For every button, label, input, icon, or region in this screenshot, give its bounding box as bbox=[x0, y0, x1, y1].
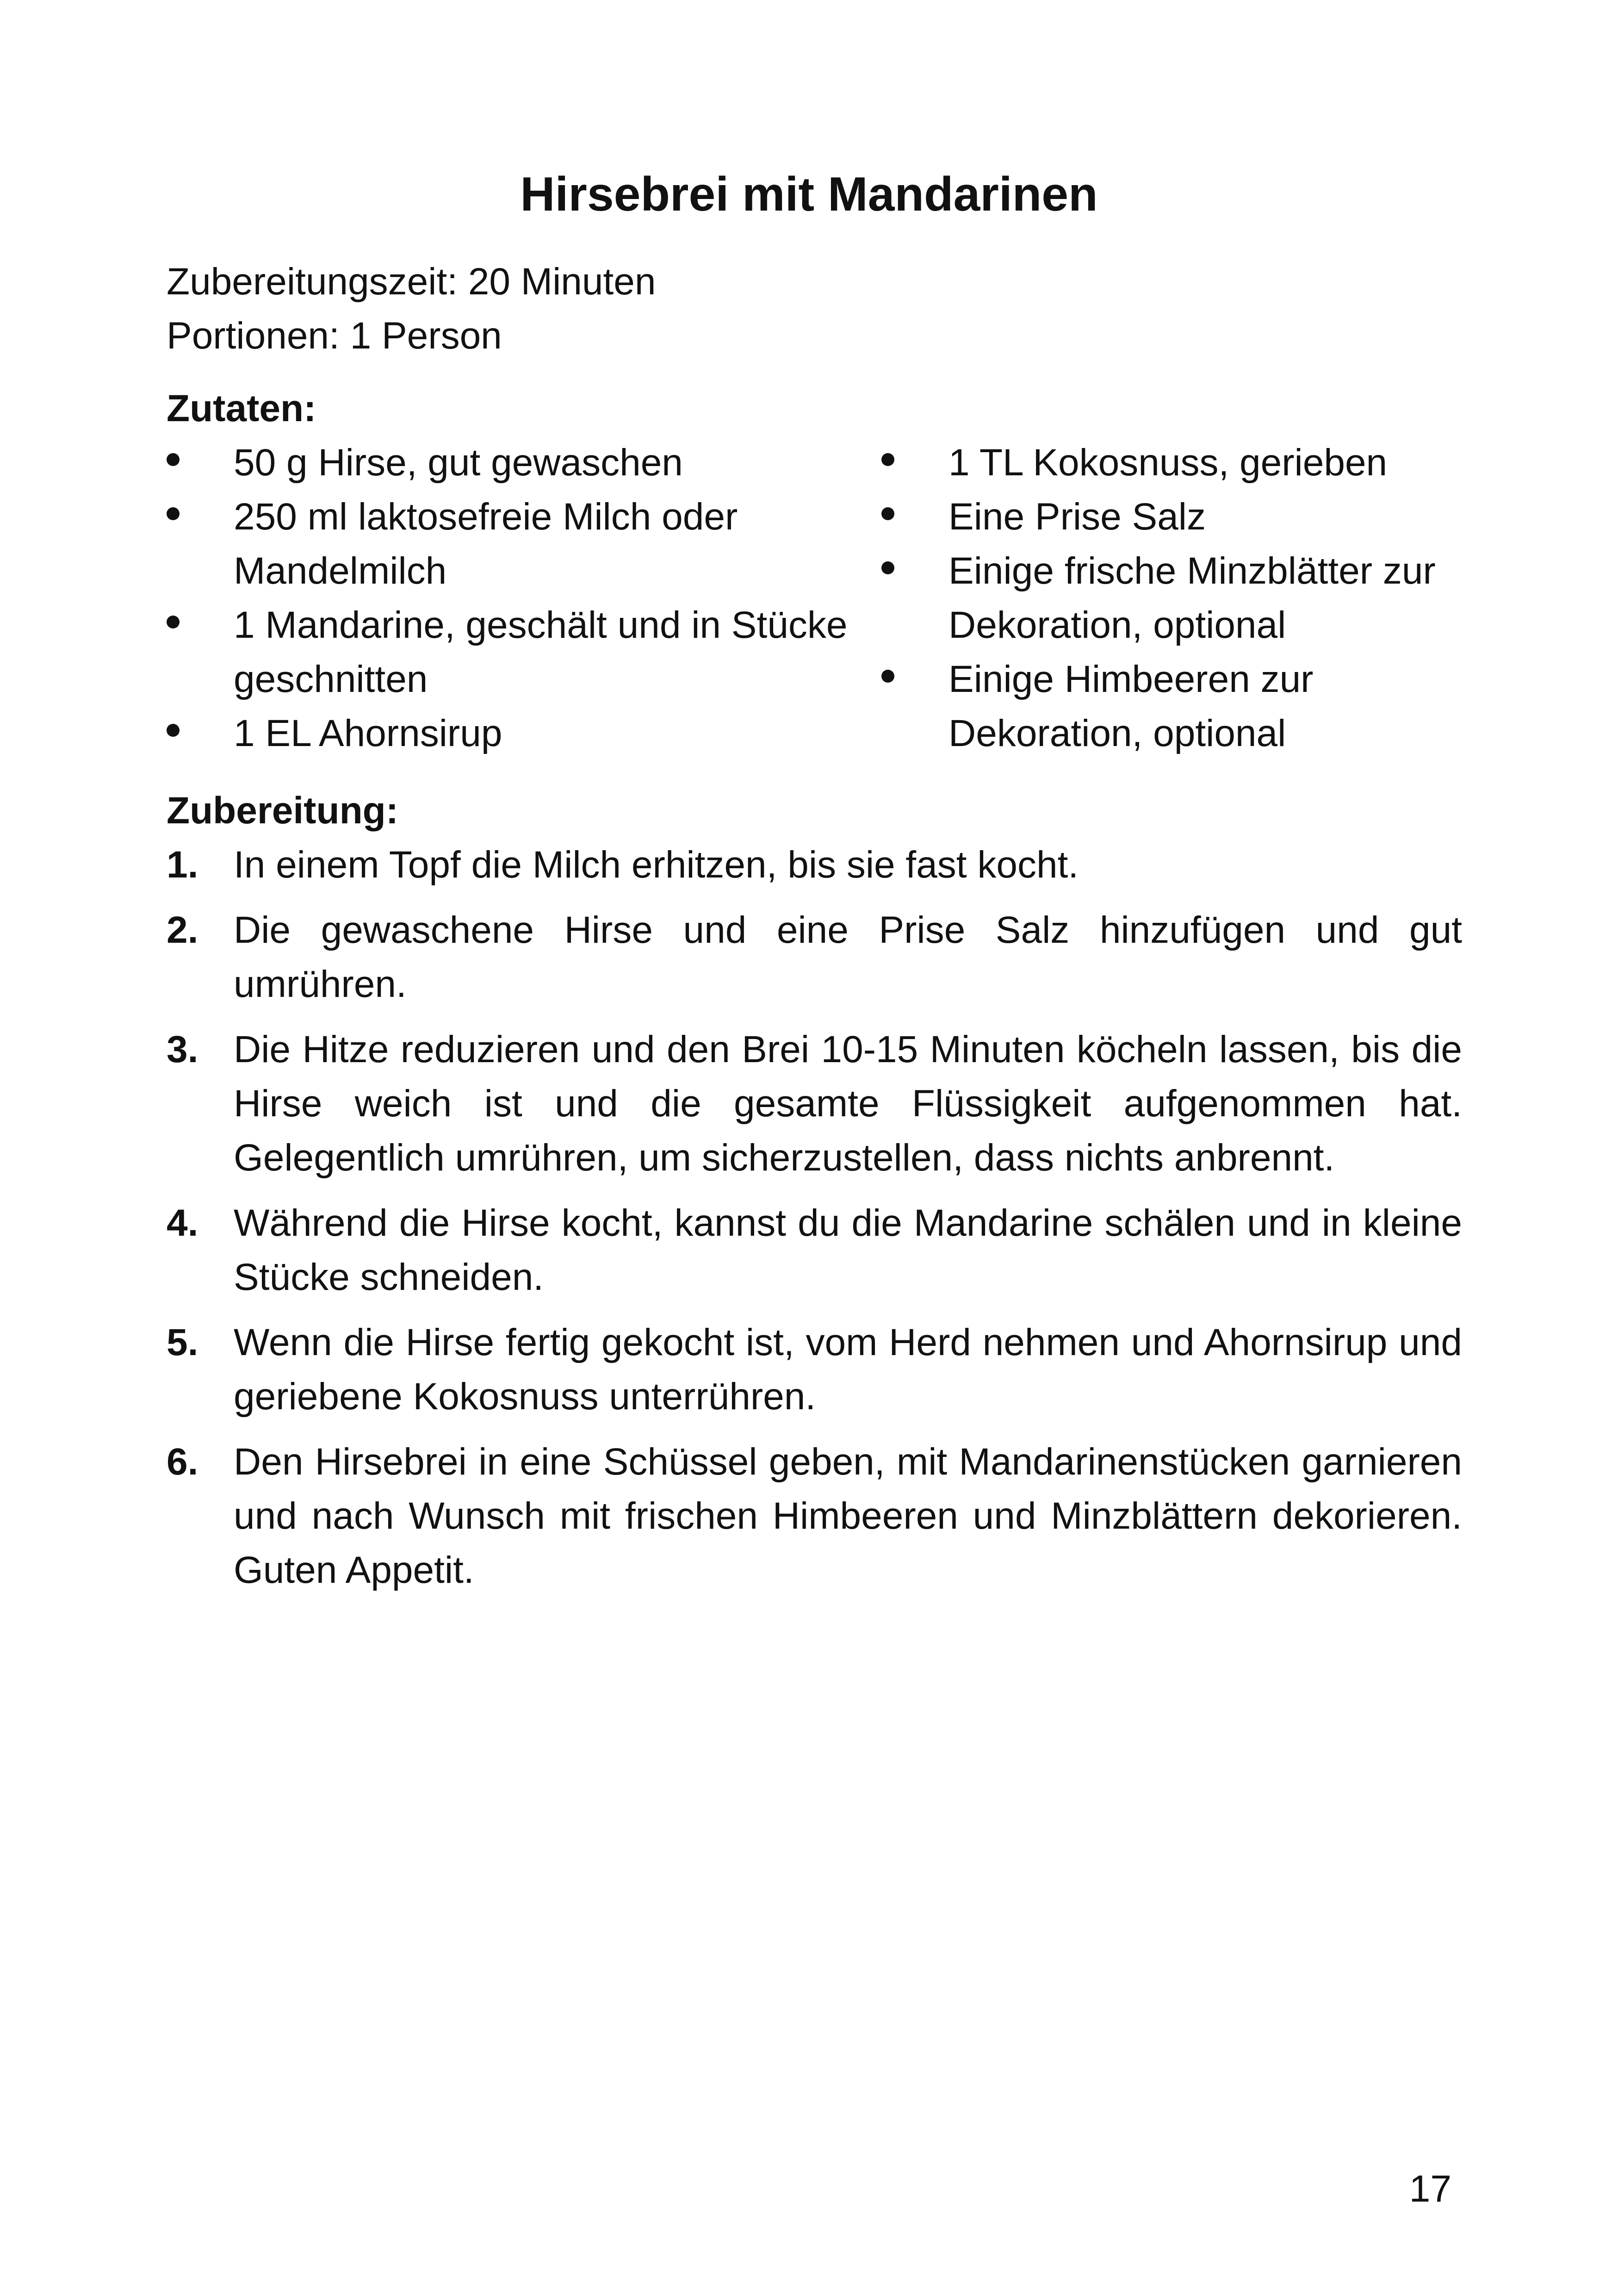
step-number: 5. bbox=[167, 1321, 198, 1363]
page-number: 17 bbox=[1409, 2168, 1451, 2210]
step-number: 3. bbox=[167, 1028, 198, 1070]
step-text: Wenn die Hirse fertig gekocht ist, vom Herd nehmen und Ahornsirup und geriebene Kokosnuss unterrühren. bbox=[234, 1321, 1462, 1418]
step-item bbox=[167, 1315, 1462, 1424]
ingredient-item bbox=[881, 490, 1462, 544]
step-item bbox=[167, 1022, 1462, 1185]
ingredient-text: Einige Himbeeren zur Dekoration, optional bbox=[948, 658, 1314, 754]
bullet-icon bbox=[881, 453, 894, 466]
bullet-icon bbox=[167, 724, 180, 737]
step-text: In einem Topf die Milch erhitzen, bis sie fast kocht. bbox=[234, 844, 1079, 886]
step-number: 4. bbox=[167, 1202, 198, 1244]
bullet-icon bbox=[167, 453, 180, 466]
ingredient-text: 1 TL Kokosnuss, gerieben bbox=[948, 442, 1388, 484]
prep-time: Zubereitungszeit: 20 Minuten bbox=[167, 261, 656, 303]
step-text: Während die Hirse kocht, kannst du die Mandarine schälen und in kleine Stücke schneiden. bbox=[234, 1202, 1462, 1298]
step-text: Die gewaschene Hirse und eine Prise Salz hinzufügen und gut umrühren. bbox=[234, 909, 1462, 1005]
portions: Portionen: 1 Person bbox=[167, 315, 502, 357]
step-text: Die Hitze reduzieren und den Brei 10-15 Minuten köcheln lassen, bis die Hirse weich ist und die gesamte Flüssigkeit aufgenommen hat. Gelegentlich umrühren, um sicherzustellen, dass nichts anbrennt. bbox=[234, 1028, 1462, 1179]
ingredient-item bbox=[881, 652, 1462, 760]
step-item bbox=[167, 1435, 1462, 1597]
preparation-steps bbox=[167, 838, 1462, 1597]
ingredients-heading: Zutaten: bbox=[167, 387, 316, 429]
bullet-icon bbox=[881, 507, 894, 520]
bullet-icon bbox=[881, 561, 894, 574]
step-text: Den Hirsebrei in eine Schüssel geben, mit Mandarinenstücken garnieren und nach Wunsch mit frischen Himbeeren und Minzblättern dekorieren. Guten Appetit. bbox=[234, 1441, 1462, 1591]
ingredients-list bbox=[167, 436, 1462, 760]
ingredient-item bbox=[881, 436, 1462, 490]
bullet-icon bbox=[167, 616, 180, 628]
step-number: 2. bbox=[167, 909, 198, 951]
ingredient-item bbox=[881, 544, 1462, 652]
bullet-icon bbox=[167, 507, 180, 520]
ingredient-text: 1 Mandarine, geschält und in Stücke geschnitten bbox=[234, 604, 848, 700]
recipe-title: Hirsebrei mit Mandarinen bbox=[520, 168, 1098, 221]
ingredient-item bbox=[167, 598, 881, 706]
ingredient-text: 1 EL Ahornsirup bbox=[234, 712, 502, 754]
recipe-content bbox=[167, 255, 1462, 1608]
ingredient-item bbox=[167, 706, 881, 760]
ingredient-text: 250 ml laktosefreie Milch oder Mandelmilch bbox=[234, 496, 738, 592]
step-item bbox=[167, 903, 1462, 1011]
step-item bbox=[167, 838, 1462, 892]
ingredient-item bbox=[167, 490, 881, 598]
ingredient-text: Eine Prise Salz bbox=[948, 496, 1206, 538]
preparation-heading: Zubereitung: bbox=[167, 790, 399, 832]
ingredients-column-right bbox=[881, 436, 1462, 760]
step-item bbox=[167, 1196, 1462, 1304]
step-number: 1. bbox=[167, 844, 198, 886]
ingredient-text: 50 g Hirse, gut gewaschen bbox=[234, 442, 683, 484]
ingredient-item bbox=[167, 436, 881, 490]
ingredient-text: Einige frische Minzblätter zur Dekoration, optional bbox=[948, 550, 1436, 646]
step-number: 6. bbox=[167, 1441, 198, 1483]
bullet-icon bbox=[881, 670, 894, 683]
ingredients-column-left bbox=[167, 436, 881, 760]
